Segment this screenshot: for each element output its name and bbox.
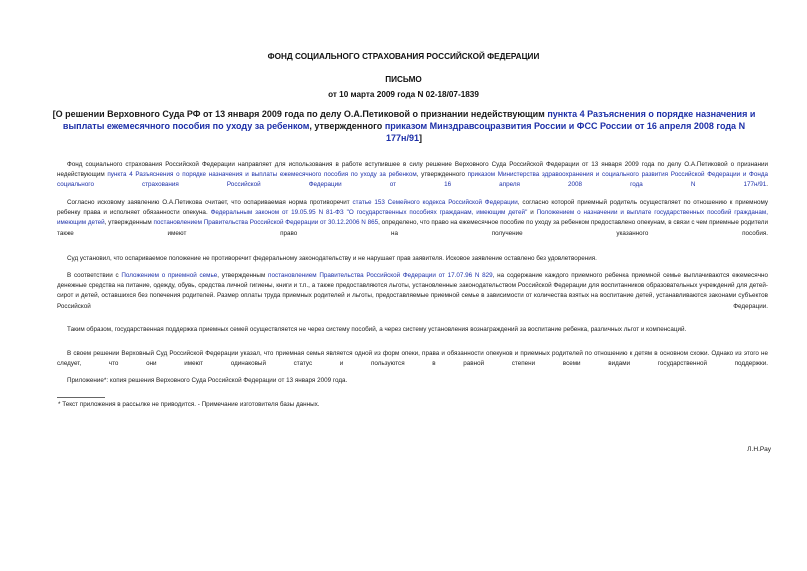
paragraph-text: В соответствии с <box>67 272 122 279</box>
subject-text: , утвержденного <box>309 121 385 131</box>
paragraph-text: Фонд социального страхования Российской Федерации направляет для использования в работе вступившее в силу решение Верховного Суда Российской Федерации от 13 января 2009 года по делу О.А.Петиковой о признании недействующим <box>57 161 768 179</box>
paragraph-text: . <box>766 181 768 189</box>
document-type: ПИСЬМО <box>385 75 422 84</box>
subject-text: [О решении Верховного Суда РФ от 13 января 2009 года по делу О.А.Петиковой о признании недействующим <box>52 109 548 119</box>
link-foster-family-regulation[interactable]: Положением о приемной семье <box>121 272 218 279</box>
paragraph-2 <box>57 198 768 249</box>
paragraph-text: , утвержденным <box>217 272 269 279</box>
paragraph-appendix: Приложение*: копия решения Верховного Суда Российской Федерации от 13 января 2009 года. <box>67 377 348 384</box>
footnote-divider <box>57 397 105 398</box>
subject-link-order[interactable]: приказом Минздравсоцразвития России и ФСС России от 16 апреля 2008 года N 177н/91 <box>384 121 746 143</box>
paragraph-text: , согласно которой приемный родитель осуществляет по отношению к приемному ребенку права и исполняет обязанности опекуна. <box>57 199 768 217</box>
link-resolution-829[interactable]: постановлением Правительства Российской Федерации от 17.07.96 N 829 <box>268 272 493 279</box>
issuer-title: ФОНД СОЦИАЛЬНОГО СТРАХОВАНИЯ РОССИЙСКОЙ ФЕДЕРАЦИИ <box>267 52 540 61</box>
paragraph-text: , на содержание каждого приемного ребенка приемной семье выплачиваются ежемесячно денежные средства на питание, одежду, обувь, средства личной гигиены, книги и т.п., а также предоставляются льготы, установленные законодательством Российской Федерации для воспитанников образовательных учреждений для детей-сирот и детей, оставшихся без попечения родителей. Размер оплаты труда приемных родителей и льготы, предоставляемые приемной семье в зависимости от количества взятых на воспитание детей, устанавливаются законами субъектов Российской Федерации. <box>57 272 768 310</box>
paragraph-text: и <box>527 209 537 217</box>
paragraph-4 <box>57 271 768 322</box>
paragraph-3: Суд установил, что оспариваемое положение не противоречит федеральному законодательству и не нарушает прав заявителя. Исковое заявление оставлено без удовлетворения. <box>67 255 597 262</box>
subject-text: ] <box>418 133 422 143</box>
document-date-number: от 10 марта 2009 года N 02-18/07-1839 <box>328 90 479 99</box>
subject-link-clause[interactable]: пункта 4 Разъяснения о порядке назначения и выплаты ежемесячного пособия по уходу за ребенком <box>62 109 756 131</box>
paragraph-6: В своем решении Верховный Суд Российской Федерации указал, что приемная семья является одной из форм опеки, права и обязанности опекунов и приемных родителей по отношению к детям в основном схожи. Однако из этого не следует, что они имеют одинаковый статус и пользуются в равной степени всеми видами государственной поддержки. <box>57 350 768 368</box>
link-federal-law-81fz[interactable]: Федеральным законом от 19.05.95 N 81-ФЗ "О государственных пособиях гражданам, имеющим детей" <box>210 209 528 217</box>
paragraph-text: Согласно исковому заявлению О.А.Петикова считает, что оспариваемая норма противоречит <box>67 199 353 206</box>
link-order-177n[interactable]: приказом Министерства здравоохранения и социального развития Российской Федерации и Фонда социального страхования Российской Федерации от 16 апреля 2008 года N 177н/91 <box>57 171 768 189</box>
paragraph-text: , утвержденным <box>104 219 154 227</box>
footnote: * Текст приложения в рассылке не приводится. - Примечание изготовителя базы данных. <box>58 401 320 408</box>
link-family-code-153[interactable]: статье 153 Семейного кодекса Российской Федерации <box>352 199 518 206</box>
link-benefits-regulation[interactable]: Положением о назначении и выплате государственных пособий гражданам, имеющим детей <box>57 209 768 227</box>
link-clause-4[interactable]: пункта 4 Разъяснения о порядке назначения и выплаты ежемесячного пособия по уходу за ребенком <box>107 171 417 179</box>
paragraph-5: Таким образом, государственная поддержка приемных семей осуществляется не через систему пособий, а через систему установления вознаграждений за воспитание ребенка, различных льгот и компенсаций. <box>67 326 687 333</box>
link-resolution-865[interactable]: постановлением Правительства Российской Федерации от 30.12.2006 N 865 <box>153 219 379 227</box>
paragraph-text: , определено, что право на ежемесячное пособие по уходу за ребенком предоставлено опекунам, в связи с чем приемные родители также имеют право на получение указанного пособия. <box>57 219 768 237</box>
paragraph-text: , утвержденного <box>416 171 468 179</box>
document-subject <box>46 108 762 144</box>
paragraph-1 <box>57 160 768 201</box>
signature: Л.Н.Рау <box>747 446 771 453</box>
